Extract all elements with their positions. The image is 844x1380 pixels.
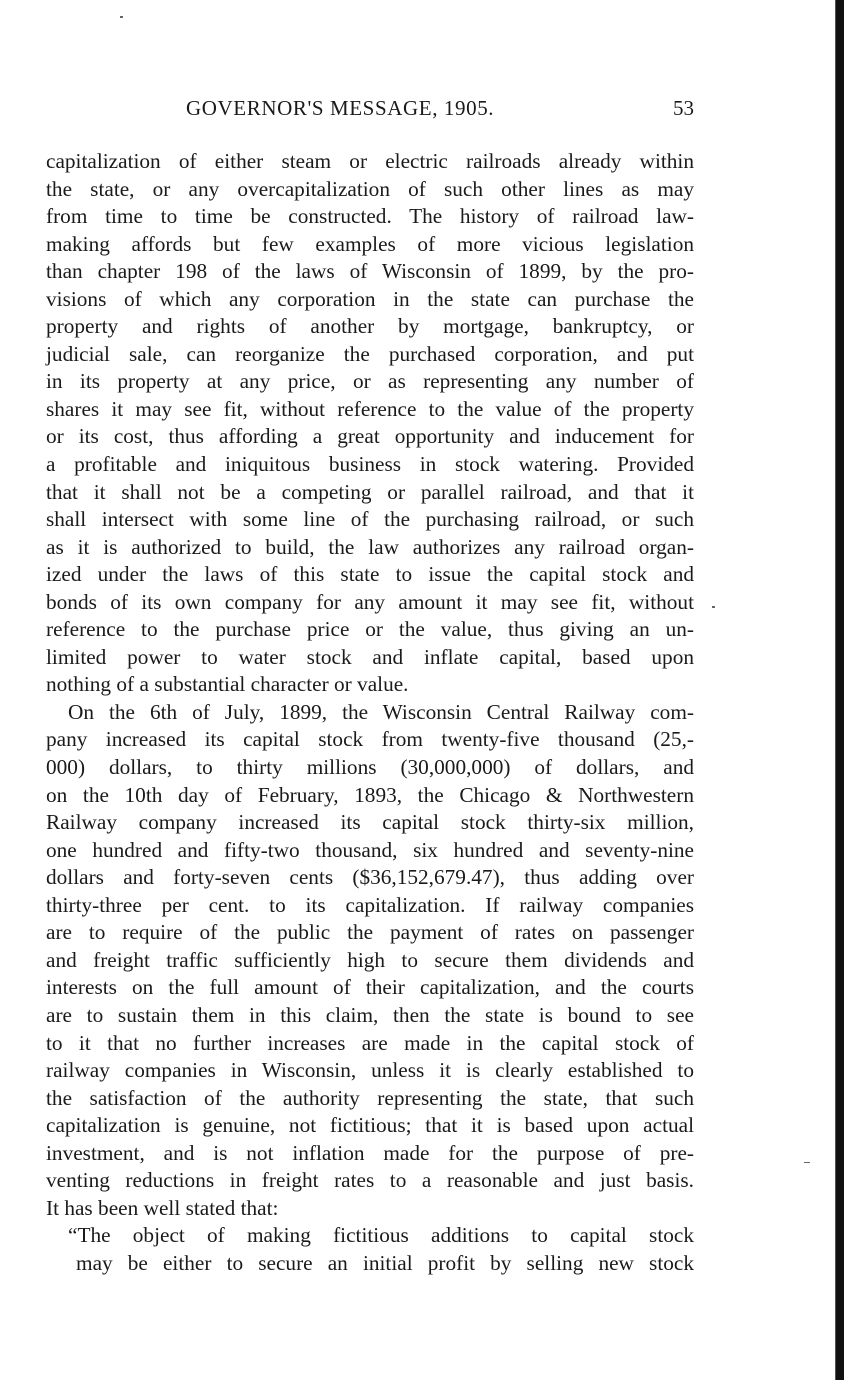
paragraph-1 — [46, 148, 694, 699]
block-quote — [46, 1222, 694, 1277]
text-line: railway companies in Wisconsin, unless it is clearly established to — [46, 1058, 694, 1083]
scan-speck — [804, 1162, 810, 1163]
page-edge-shadow — [836, 0, 844, 1380]
text-line: one hundred and fifty-two thousand, six hundred and seventy-nine — [46, 837, 694, 862]
text-line: It has been well stated that: — [46, 1195, 279, 1220]
text-line: interests on the full amount of their capitalization, and the courts — [46, 975, 694, 1000]
text-line: pany increased its capital stock from twenty-five thousand (25,- — [46, 727, 694, 752]
text-line: and freight traffic sufficiently high to secure them dividends and — [46, 947, 694, 972]
text-line: venting reductions in freight rates to a reasonable and just basis. — [46, 1168, 694, 1193]
text-line: ized under the laws of this state to issue the capital stock and — [46, 562, 694, 587]
text-line: nothing of a substantial character or value. — [46, 672, 409, 697]
text-line: that it shall not be a competing or parallel railroad, and that it — [46, 479, 694, 504]
text-line: the satisfaction of the authority representing the state, that such — [46, 1085, 694, 1110]
text-line: thirty-three per cent. to its capitalization. If railway companies — [46, 892, 694, 917]
text-line: are to require of the public the payment of rates on passenger — [46, 920, 694, 945]
text-line: the state, or any overcapitalization of such other lines as may — [46, 176, 694, 201]
text-line: on the 10th day of February, 1893, the Chicago & Northwestern — [46, 782, 694, 807]
text-line: in its property at any price, or as representing any number of — [46, 369, 694, 394]
text-line: shares it may see fit, without reference to the value of the property — [46, 396, 694, 421]
paragraph-2 — [46, 699, 694, 1222]
text-line: or its cost, thus affording a great opportunity and inducement for — [46, 424, 694, 449]
text-line: Railway company increased its capital stock thirty-six million, — [46, 810, 694, 835]
text-line: to it that no further increases are made in the capital stock of — [46, 1030, 694, 1055]
text-line: making affords but few examples of more vicious legislation — [46, 231, 694, 256]
text-line: from time to time be constructed. The history of railroad law- — [46, 204, 694, 229]
text-line: visions of which any corporation in the state can purchase the — [46, 286, 694, 311]
text-line: as it is authorized to build, the law authorizes any railroad organ- — [46, 534, 694, 559]
scan-speck — [712, 606, 715, 608]
text-line: 000) dollars, to thirty millions (30,000,000) of dollars, and — [46, 755, 694, 780]
text-line: capitalization of either steam or electric railroads already within — [46, 149, 694, 173]
text-line: limited power to water stock and inflate capital, based upon — [46, 644, 694, 669]
text-line: than chapter 198 of the laws of Wisconsin of 1899, by the pro- — [46, 259, 694, 284]
page-number: 53 — [673, 96, 694, 120]
text-line: investment, and is not inflation made for the purpose of pre- — [46, 1140, 694, 1165]
page-header — [46, 96, 694, 128]
text-line: property and rights of another by mortgage, bankruptcy, or — [46, 314, 694, 339]
running-title: GOVERNOR'S MESSAGE, 1905. — [186, 96, 495, 120]
page-edge-line — [835, 0, 836, 1380]
body-text — [46, 148, 694, 1277]
text-line: dollars and forty-seven cents ($36,152,679.47), thus adding over — [46, 865, 694, 890]
quote-line: “The object of making fictitious additions to capital stock — [68, 1223, 694, 1248]
text-line: shall intersect with some line of the purchasing railroad, or such — [46, 507, 694, 532]
text-line: bonds of its own company for any amount it may see fit, without — [46, 589, 694, 614]
text-line: judicial sale, can reorganize the purchased corporation, and put — [46, 341, 694, 366]
text-line: a profitable and iniquitous business in stock watering. Provided — [46, 452, 694, 477]
text-line: On the 6th of July, 1899, the Wisconsin Central Railway com- — [68, 699, 694, 724]
text-line: reference to the purchase price or the value, thus giving an un- — [46, 617, 694, 642]
text-line: are to sustain them in this claim, then the state is bound to see — [46, 1002, 694, 1027]
text-line: capitalization is genuine, not fictitious; that it is based upon actual — [46, 1113, 694, 1138]
scan-speck — [120, 16, 123, 18]
quote-line: may be either to secure an initial profit by selling new stock — [76, 1250, 694, 1275]
